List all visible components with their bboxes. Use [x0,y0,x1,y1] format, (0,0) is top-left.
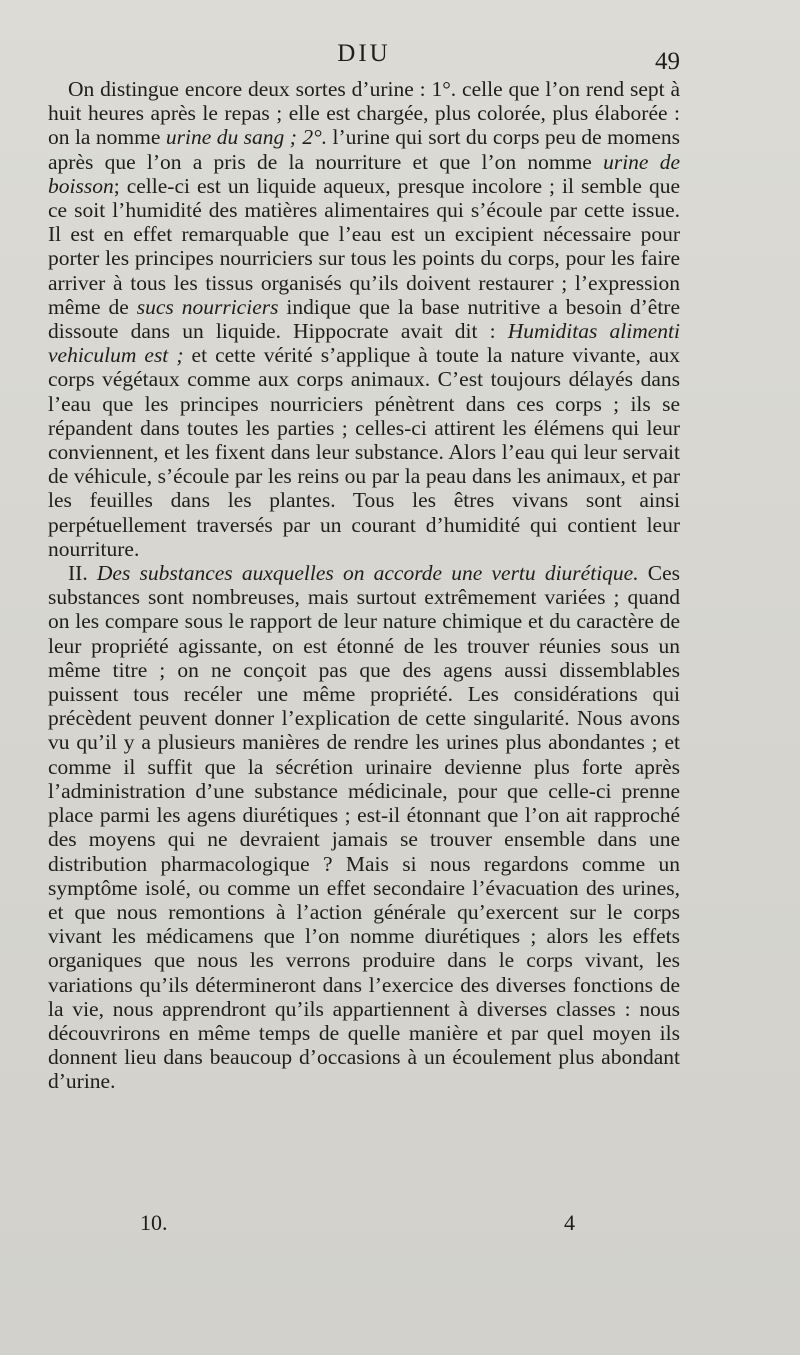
text-run: l’urine qui sort du corps peu de momens après que l’on a pris de la nourriture et que l’on nomme [48,125,680,174]
paragraph-urine-types [48,77,680,561]
paragraph-section-ii [48,561,680,1093]
italic-term: urine du sang ; 2°. [165,125,328,150]
italic-quote: Humiditas alimenti vehiculum est ; [48,319,681,368]
text-run: ; celle-ci est un liquide aqueux, presque incolore ; il semble que ce soit l’humidité des matières alimentaires qui s’écoule par cette issue. Il est en effet remarquable que l’eau est un excipient nécessaire pour porter les principes nourriciers sur tous les points du corps, pour les faire arriver à tous les tissus organisés qu’ils doivent restaurer ; l’expression même de [48,173,680,319]
italic-term: urine de boisson [48,149,680,198]
running-head: DIU [337,40,391,67]
page-header [48,40,680,74]
text-run: et cette vérité s’applique à toute la nature vivante, aux corps végétaux comme aux corps animaux. C’est toujours délayés dans l’eau que les principes nourriciers pénètrent dans ces corps ; ils se répandent dans toutes les parties ; celles-ci attirent les élémens qui leur conviennent, et les fixent dans leur substance. Alors l’eau qui leur servait de véhicule, s’écoule par les reins ou par la peau dans les animaux, et par les feuilles dans les plantes. Tous les êtres vivans sont ainsi perpétuellement traversés par un courant d’humidité qui contient leur nourriture. [48,343,680,561]
body-text [48,77,680,1094]
section-number: II. [68,561,88,586]
sheet-number: 10. [140,1210,168,1235]
page-number: 49 [655,48,680,75]
text-run: On distingue encore deux sortes d’urine : 1°. celle que l’on rend sept à huit heures après le repas ; elle est chargée, plus colorée, plus élaborée : on la nomme [48,77,680,150]
text-run: Ces substances sont nombreuses, mais surtout extrêmement variées ; quand on les compare sous le rapport de leur nature chimique et du caractère de leur propriété agissante, on est étonné de les trouver réunies sous un même titre ; on ne conçoit pas que des agens aussi dissemblables puissent tous recéler une même propriété. Les considérations qui précèdent peuvent donner l’explication de cette singularité. Nous avons vu qu’il y a plusieurs manières de rendre les urines plus abondantes ; et comme il suffit que la sécrétion urinaire devienne plus forte après l’administration d’une substance médicinale, pour que celle-ci prenne place parmi les agens diurétiques ; est-il étonnant que l’on ait rapproché des moyens qui ne devraient jamais se trouver ensemble dans une distribution pharmacologique ? Mais si nous regardons comme un symptôme isolé, ou comme un effet secondaire l’évacuation des urines, et que nous remontions à l’action générale qu’exercent sur le corps vivant les médicamens que l’on nomme diurétiques ; alors les effets organiques que nous les verrons produire dans le corps vivant, les variations qu’ils détermineront dans l’exercice des diverses fonctions de la vie, nous apprendront qu’ils appartiennent à diverses classes : nous découvrirons en même temps de quelle manière et par quel moyen ils donnent lieu dans beaucoup d’occasions à un écoulement plus abondant d’urine. [48,561,681,1094]
italic-term: sucs nourriciers [136,294,279,319]
text-run: indique que la base nutritive a besoin d’être dissoute dans un liquide. Hippocrate avait dit : [48,294,680,344]
section-title: Des substances auxquelles on accorde une vertu diurétique. [96,561,639,586]
signature-mark: 4 [564,1210,575,1235]
